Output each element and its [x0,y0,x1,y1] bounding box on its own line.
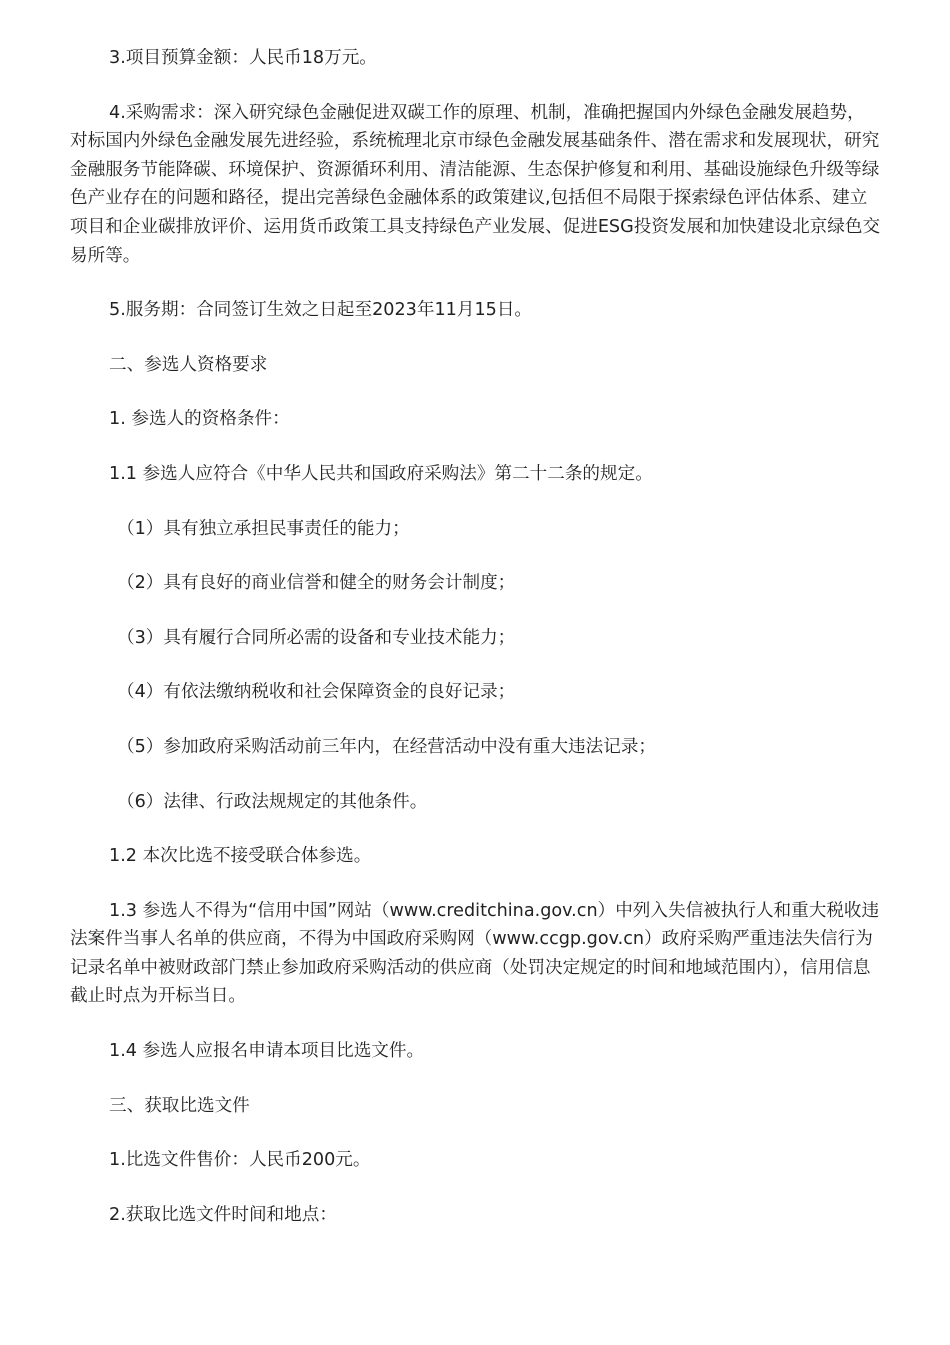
paragraph-obtain-time-place: 2.获取比选文件时间和地点： [109,1204,337,1225]
paragraph-budget: 3.项目预算金额：人民币18万元。 [109,48,377,68]
paragraph-service-period: 5.服务期：合同签订生效之日起至2023年11月15日。 [109,300,533,321]
paragraph-procurement-needs: 4.采购需求：深入研究绿色金融促进双碳工作的原理、机制，准确把握国内外绿色金融发展趋势，对标国内外绿色金融发展先进经验，系统梳理北京市绿色金融发展基础条件、潜在需求和发展现状，研究金融服务节能降碳、环境保护、资源循环利用、清洁能源、生态保护修复和利用、基础设施绿色升级等绿色产业存在的问题和路径，提出完善绿色金融体系的政策建议,包括但不局限于探索绿色评估体系、建立项目和企业碳排放评价、运用货币政策工具支持绿色产业发展、促进ESG投资发展和加快建设北京绿色交易所等。 [70,102,881,266]
list-item-condition-1: （1）具有独立承担民事责任的能力； [117,518,410,539]
paragraph-clause-1-4: 1.4 参选人应报名申请本项目比选文件。 [109,1041,425,1062]
paragraph-qualification-conditions: 1. 参选人的资格条件： [109,409,290,430]
paragraph-document-price: 1.比选文件售价：人民币200元。 [109,1150,371,1171]
paragraph-clause-1-1: 1.1 参选人应符合《中华人民共和国政府采购法》第二十二条的规定。 [109,463,653,484]
list-item-condition-3: （3）具有履行合同所必需的设备和专业技术能力； [117,627,516,648]
list-item-condition-2: （2）具有良好的商业信誉和健全的财务会计制度； [117,573,516,594]
document-page [70,44,882,1255]
list-item-condition-5: （5）参加政府采购活动前三年内，在经营活动中没有重大违法记录； [117,736,657,757]
section-heading-qualifications: 二、参选人资格要求 [109,354,268,375]
paragraph-clause-1-2: 1.2 本次比选不接受联合体参选。 [109,846,372,867]
paragraph-clause-1-3: 1.3 参选人不得为“信用中国”网站（www.creditchina.gov.cn）中列入失信被执行人和重大税收违法案件当事人名单的供应商，不得为中国政府采购网（www.ccgp.gov.cn）政府采购严重违法失信行为记录名单中被财政部门禁止参加政府采购活动的供应商（处罚决定规定的时间和地域范围内），信用信息截止时点为开标当日。 [70,900,880,1007]
list-item-condition-6: （6）法律、行政法规规定的其他条件。 [117,791,428,812]
list-item-condition-4: （4）有依法缴纳税收和社会保障资金的良好记录； [117,682,516,703]
section-heading-obtain-documents: 三、获取比选文件 [109,1095,250,1116]
